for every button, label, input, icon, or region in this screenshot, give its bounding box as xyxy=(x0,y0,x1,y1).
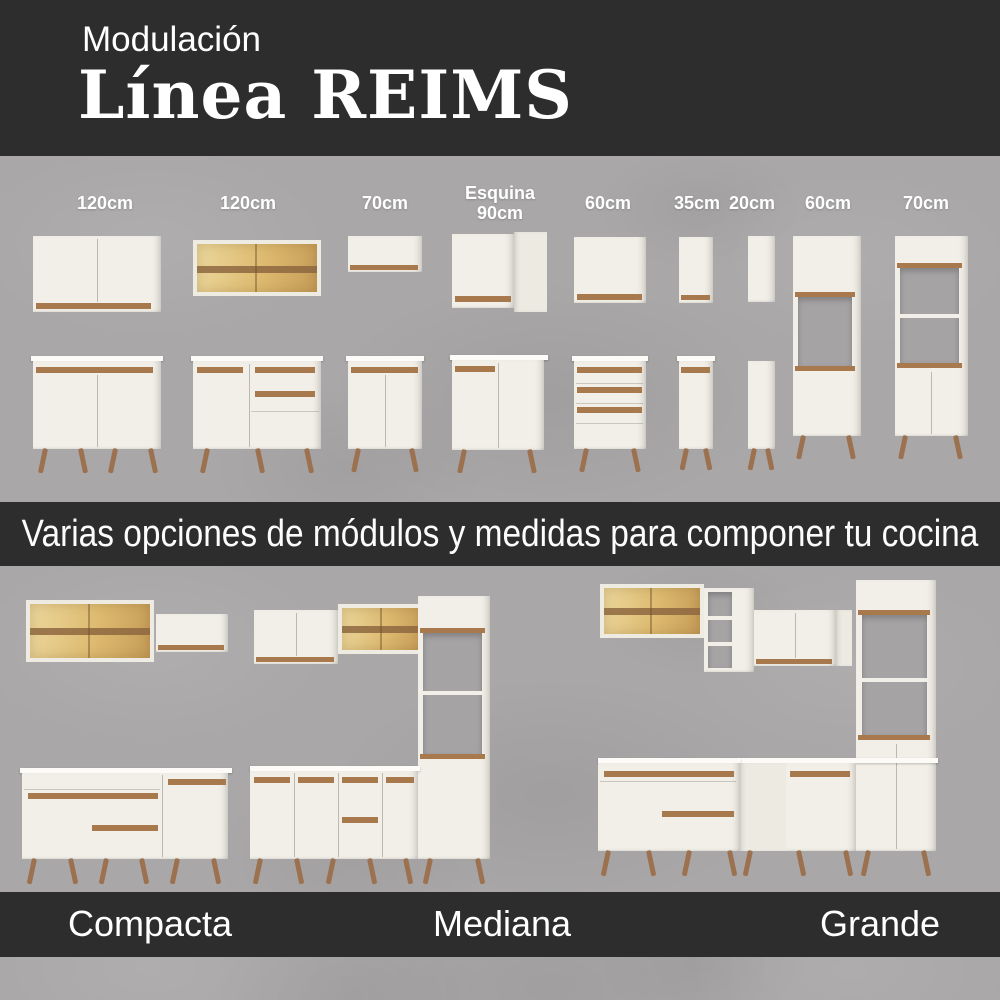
wood-accent xyxy=(577,407,642,413)
cabinet-leg xyxy=(475,858,485,884)
cabinet-leg xyxy=(680,448,689,471)
size-label-120-a: 120cm xyxy=(76,193,134,213)
tall-tower xyxy=(418,596,490,859)
footer-strip xyxy=(0,957,1000,1000)
cabinet-legs xyxy=(428,859,480,885)
cabinet-leg xyxy=(631,448,641,473)
cabinet-leg xyxy=(170,858,180,884)
kitchens-section xyxy=(0,566,1000,892)
wood-accent xyxy=(662,811,734,817)
glass-door-gap xyxy=(650,588,652,634)
size-label-60-b: 60cm xyxy=(804,193,852,213)
cabinet-legs xyxy=(205,449,309,474)
glass-shelf xyxy=(604,608,700,615)
glass-wall-cabinet xyxy=(338,604,426,654)
cabinet-leg xyxy=(527,449,537,474)
wood-accent xyxy=(420,754,485,759)
kitchen-compacta xyxy=(18,594,253,886)
banner-band xyxy=(0,502,1000,566)
filler-panel xyxy=(836,610,852,666)
cabinet-leg xyxy=(351,448,361,473)
cabinet-legs xyxy=(752,449,770,471)
glass-door-gap xyxy=(255,244,257,292)
wood-accent xyxy=(36,303,151,309)
module-base-60-drawers xyxy=(574,361,646,449)
door-gap xyxy=(338,773,339,857)
glass-shelf xyxy=(30,628,150,635)
module-base-35 xyxy=(679,361,713,449)
wood-accent xyxy=(455,366,495,372)
cabinet-legs xyxy=(801,436,851,460)
cabinet-leg xyxy=(68,858,78,884)
wood-accent xyxy=(254,777,290,783)
wood-accent xyxy=(158,645,224,650)
shelf xyxy=(708,616,732,620)
open-shelf-niche xyxy=(862,615,927,735)
cabinet-leg xyxy=(681,850,691,876)
cabinet-leg xyxy=(255,448,265,473)
shelf xyxy=(900,314,959,318)
cabinet-legs xyxy=(258,859,408,885)
glass-shelf xyxy=(197,266,317,273)
cabinet-leg xyxy=(953,435,963,460)
cabinet-leg xyxy=(457,449,467,474)
module-wall-35 xyxy=(679,237,713,303)
cabinet-leg xyxy=(423,858,433,884)
cabinet-leg xyxy=(743,850,753,876)
kitchen-label-compacta: Compacta xyxy=(67,903,233,944)
cabinet-legs xyxy=(462,450,532,474)
base-cabinet-run xyxy=(22,773,228,859)
drawer-gap xyxy=(600,781,736,782)
door-gap xyxy=(498,363,499,448)
base-cabinet-door xyxy=(786,763,856,851)
open-shelf-niche xyxy=(708,592,732,668)
cabinet-leg xyxy=(898,435,908,460)
cabinet-legs xyxy=(748,851,848,877)
module-base-esquina xyxy=(452,360,544,450)
cabinet-leg xyxy=(304,448,314,473)
cabinet-leg xyxy=(211,858,221,884)
banner-text: Varias opciones de módulos y medidas para componer tu cocina xyxy=(21,512,979,555)
drawer-gap xyxy=(24,789,160,790)
cabinet-leg xyxy=(139,858,149,884)
wood-accent xyxy=(28,793,158,799)
wood-accent xyxy=(298,777,334,783)
cabinet-leg xyxy=(294,858,304,884)
cabinet-leg xyxy=(27,858,37,884)
door-gap xyxy=(97,239,98,302)
cabinet-legs xyxy=(866,851,926,877)
cabinet-legs xyxy=(356,449,414,473)
glass-wall-cabinet xyxy=(600,584,704,638)
wood-accent xyxy=(681,295,710,300)
wood-accent xyxy=(577,387,642,393)
module-base-70 xyxy=(348,361,422,449)
cabinet-leg xyxy=(403,858,413,884)
wood-accent xyxy=(256,657,334,662)
size-label-70-b: 70cm xyxy=(902,193,950,213)
kitchen-labels-band xyxy=(0,892,1000,957)
cabinet-leg xyxy=(253,858,263,884)
door-gap xyxy=(931,372,932,434)
tall-tower xyxy=(856,580,936,851)
base-cabinet-run xyxy=(250,771,418,859)
wood-accent xyxy=(386,777,414,783)
wood-accent xyxy=(255,391,315,397)
cabinet-leg xyxy=(727,850,737,876)
cabinet-leg xyxy=(108,448,118,473)
module-wall-120-doors xyxy=(33,236,161,312)
drawer-gap xyxy=(576,403,643,404)
kitchen-label-grande: Grande xyxy=(819,903,941,944)
module-wall-esquina-door xyxy=(452,234,514,308)
cabinet-leg xyxy=(367,858,377,884)
module-wall-70 xyxy=(348,236,422,272)
open-shelf-niche xyxy=(798,297,852,366)
size-label-60-a: 60cm xyxy=(584,193,632,213)
door-gap xyxy=(795,613,796,658)
cabinet-leg xyxy=(748,448,757,471)
cabinet-leg xyxy=(200,448,210,473)
cabinet-leg xyxy=(921,850,931,876)
wood-accent xyxy=(197,367,243,373)
wood-accent xyxy=(36,367,153,373)
module-tall-70 xyxy=(895,236,968,436)
wood-accent xyxy=(168,779,226,785)
module-base-120-doors xyxy=(33,361,161,449)
drawer-gap xyxy=(251,411,319,412)
cabinet-leg xyxy=(846,435,856,460)
cabinet-leg xyxy=(148,448,158,473)
wood-accent xyxy=(342,817,378,823)
door-gap xyxy=(296,613,297,656)
kitchen-mediana xyxy=(250,584,598,886)
wood-accent xyxy=(455,296,511,302)
wood-accent xyxy=(577,294,642,300)
module-wall-60 xyxy=(574,237,646,303)
cabinet-leg xyxy=(98,858,108,884)
drawer-gap xyxy=(576,423,643,424)
wood-accent xyxy=(350,265,418,270)
size-label-20: 20cm xyxy=(728,193,776,213)
cabinet-leg xyxy=(78,448,88,473)
size-label-70-a: 70cm xyxy=(361,193,409,213)
header-band xyxy=(0,0,1000,156)
wood-accent xyxy=(342,777,378,783)
cabinet-leg xyxy=(409,448,419,473)
cabinet-leg xyxy=(843,850,853,876)
size-label-120-b: 120cm xyxy=(219,193,277,213)
wall-cabinet-2-door xyxy=(254,610,338,664)
module-wall-esquina-side xyxy=(514,232,547,312)
door-gap xyxy=(249,364,250,447)
wood-accent xyxy=(604,771,734,777)
corner-open-shelf-unit xyxy=(704,588,754,672)
module-wall-20 xyxy=(748,236,775,302)
cabinet-leg xyxy=(796,435,806,460)
door-gap xyxy=(294,773,295,857)
door-gap xyxy=(97,375,98,447)
cabinet-leg xyxy=(796,850,806,876)
base-cabinet-drawers xyxy=(598,763,740,851)
door-gap xyxy=(382,773,383,857)
page-title: Línea REIMS xyxy=(78,56,573,134)
glass-door-gap xyxy=(88,604,90,658)
corner-base-panel xyxy=(740,763,786,851)
cabinet-leg xyxy=(325,858,335,884)
wall-cabinet xyxy=(156,614,228,652)
wood-accent xyxy=(858,735,930,740)
door-gap xyxy=(162,775,163,857)
wood-accent xyxy=(756,659,832,664)
door-gap xyxy=(385,375,386,447)
drawer-gap xyxy=(576,383,643,384)
wood-accent xyxy=(92,825,158,831)
module-base-20 xyxy=(748,361,775,449)
cabinet-legs xyxy=(903,436,958,460)
cabinet-legs xyxy=(584,449,636,473)
wood-accent xyxy=(795,366,855,371)
wood-accent xyxy=(255,367,315,373)
cabinet-legs xyxy=(684,449,708,471)
module-tall-60 xyxy=(793,236,861,436)
cabinet-leg xyxy=(601,850,611,876)
size-label-35: 35cm xyxy=(673,193,721,213)
wood-accent xyxy=(897,363,962,368)
cabinet-leg xyxy=(861,850,871,876)
wood-accent xyxy=(790,771,850,777)
modules-section xyxy=(0,156,1000,502)
header-eyebrow: Modulación xyxy=(82,20,261,59)
glass-door-gap xyxy=(380,608,382,650)
cabinet-leg xyxy=(703,448,712,471)
cabinet-legs xyxy=(43,449,153,474)
shelf xyxy=(708,642,732,646)
cabinet-legs xyxy=(606,851,732,877)
shelf xyxy=(862,678,927,682)
kitchen-grande xyxy=(598,580,988,880)
module-base-120-drawers xyxy=(193,361,321,449)
cabinet-legs xyxy=(32,859,216,885)
wood-accent xyxy=(681,367,710,373)
wood-accent xyxy=(577,367,642,373)
cabinet-leg xyxy=(765,448,774,471)
glass-wall-cabinet xyxy=(26,600,154,662)
cabinet-leg xyxy=(38,448,48,473)
wood-accent xyxy=(351,367,418,373)
wall-cabinet-2-door xyxy=(754,610,836,666)
cabinet-leg xyxy=(646,850,656,876)
shelf xyxy=(423,691,482,695)
size-label-esquina: Esquina 90cm xyxy=(464,183,535,223)
kitchen-label-mediana: Mediana xyxy=(432,903,572,944)
module-wall-120-glass xyxy=(193,240,321,296)
glass-shelf xyxy=(342,626,422,633)
cabinet-leg xyxy=(579,448,589,473)
